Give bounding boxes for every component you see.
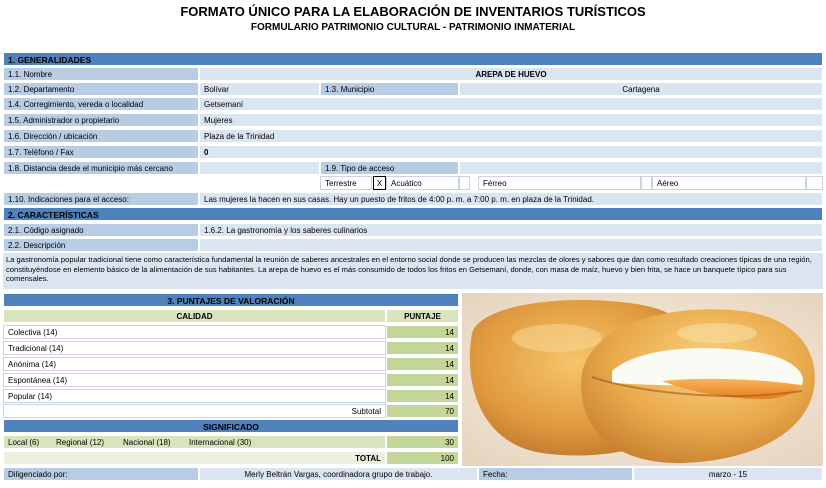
calidad-row-value: 14 — [386, 341, 459, 355]
significado-header: SIGNIFICADO — [3, 419, 459, 433]
calidad-row-value: 14 — [386, 373, 459, 387]
significado-local: Local (6) — [8, 438, 40, 447]
indicaciones-value: Las mujeres la hacen en sus casas. Hay un puesto de fritos de 4:00 p. m. a 7:00 p. m. en plaza de la Trinidad. — [199, 192, 823, 206]
indicaciones-label: 1.10. Indicaciones para el acceso: — [3, 192, 199, 206]
total-value: 100 — [386, 451, 459, 465]
significado-regional: Regional (12) — [56, 438, 105, 447]
administrador-label: 1.5. Administrador o propietario — [3, 113, 199, 127]
acceso-mark-checkbox[interactable]: X — [373, 176, 386, 190]
direccion-label: 1.6. Dirección / ubicación — [3, 129, 199, 143]
telefono-label: 1.7. Teléfono / Fax — [3, 145, 199, 159]
acceso-aereo-label: Aéreo — [652, 176, 806, 190]
tipo-acceso-label: 1.9. Tipo de acceso — [320, 161, 459, 175]
telefono-value: 0 — [199, 145, 823, 159]
subtotal-label: Subtotal — [3, 404, 386, 418]
form-subtitle: FORMULARIO PATRIMONIO CULTURAL - PATRIMONIO INMATERIAL — [250, 22, 576, 33]
departamento-label: 1.2. Departamento — [3, 82, 199, 96]
calidad-row-value: 14 — [386, 325, 459, 339]
fecha-value: marzo - 15 — [633, 467, 823, 481]
fecha-label: Fecha: — [478, 467, 633, 481]
acceso-ferreo-checkbox[interactable] — [459, 176, 470, 190]
municipio-label: 1.3. Municipio — [320, 82, 459, 96]
distancia-label: 1.8. Distancia desde el municipio más cercano — [3, 161, 199, 175]
diligenciado-value: Merly Beltrán Vargas, coordinadora grupo de trabajo. — [199, 467, 478, 481]
descripcion-value: La gastronomía popular tradicional tiene como característica fundamental la reunión de saberes ancestrales en el entorno social donde se producen las mezclas de olores y sabores que dan como resultado creaciones típicas de una región, constituyéndose en elemento básico de la alimentación de sus habitantes. La arepa de huevo es el más consumido de todos los fritos en Getsemaní, donde, con masa de maíz, huevo y bien frita, se hace un banquete típico para sus comensales. — [3, 253, 823, 289]
descripcion-label: 2.2. Descripción — [3, 238, 199, 252]
tipo-acceso-spacer — [459, 161, 823, 175]
calidad-row-label: Espontánea (14) — [3, 373, 386, 387]
calidad-row-label: Colectiva (14) — [3, 325, 386, 339]
corregimiento-label: 1.4. Corregimiento, vereda o localidad — [3, 97, 199, 111]
codigo-value: 1.6.2. La gastronomía y los saberes culinarios — [199, 223, 823, 237]
calidad-header: CALIDAD — [3, 309, 386, 323]
calidad-row-label: Anónima (14) — [3, 357, 386, 371]
direccion-value: Plaza de la Trinidad — [199, 129, 823, 143]
acceso-aereo-checkbox[interactable] — [641, 176, 652, 190]
calidad-row-value: 14 — [386, 357, 459, 371]
arepa-illustration — [462, 293, 823, 466]
puntaje-header: PUNTAJE — [386, 309, 459, 323]
calidad-row-label: Tradicional (14) — [3, 341, 386, 355]
arepa-photo — [462, 293, 823, 466]
acceso-terrestre-label: Terrestre — [320, 176, 372, 190]
distancia-value — [199, 161, 320, 175]
calidad-row-value: 14 — [386, 389, 459, 403]
significado-value: 30 — [386, 435, 459, 449]
acceso-extra-cell — [806, 176, 823, 190]
diligenciado-label: Diligenciado por: — [3, 467, 199, 481]
acceso-ferreo-label: Férreo — [478, 176, 641, 190]
administrador-value: Mujeres — [199, 113, 823, 127]
nombre-label: 1.1. Nombre — [3, 67, 199, 81]
corregimiento-value: Getsemaní — [199, 97, 823, 111]
section-puntajes: 3. PUNTAJES DE VALORACIÓN — [3, 293, 459, 307]
subtotal-value: 70 — [386, 404, 459, 418]
section-caracteristicas: 2. CARACTERÍSTICAS — [3, 207, 823, 221]
codigo-label: 2.1. Código asignado — [3, 223, 199, 237]
significado-options — [3, 435, 386, 449]
total-label: TOTAL — [3, 451, 386, 465]
section-generalidades: 1. GENERALIDADES — [3, 52, 823, 66]
municipio-value: Cartagena — [459, 82, 823, 96]
calidad-row-label: Popular (14) — [3, 389, 386, 403]
acceso-acuatico-label: Acuático — [386, 176, 459, 190]
nombre-value: AREPA DE HUEVO — [199, 67, 823, 81]
descripcion-label-spacer — [199, 238, 823, 252]
form-title: FORMATO ÚNICO PARA LA ELABORACIÓN DE INVENTARIOS TURÍSTICOS — [180, 4, 646, 19]
significado-internacional: Internacional (30) — [189, 438, 252, 447]
significado-nacional: Nacional (18) — [123, 438, 171, 447]
departamento-value: Bolívar — [199, 82, 320, 96]
